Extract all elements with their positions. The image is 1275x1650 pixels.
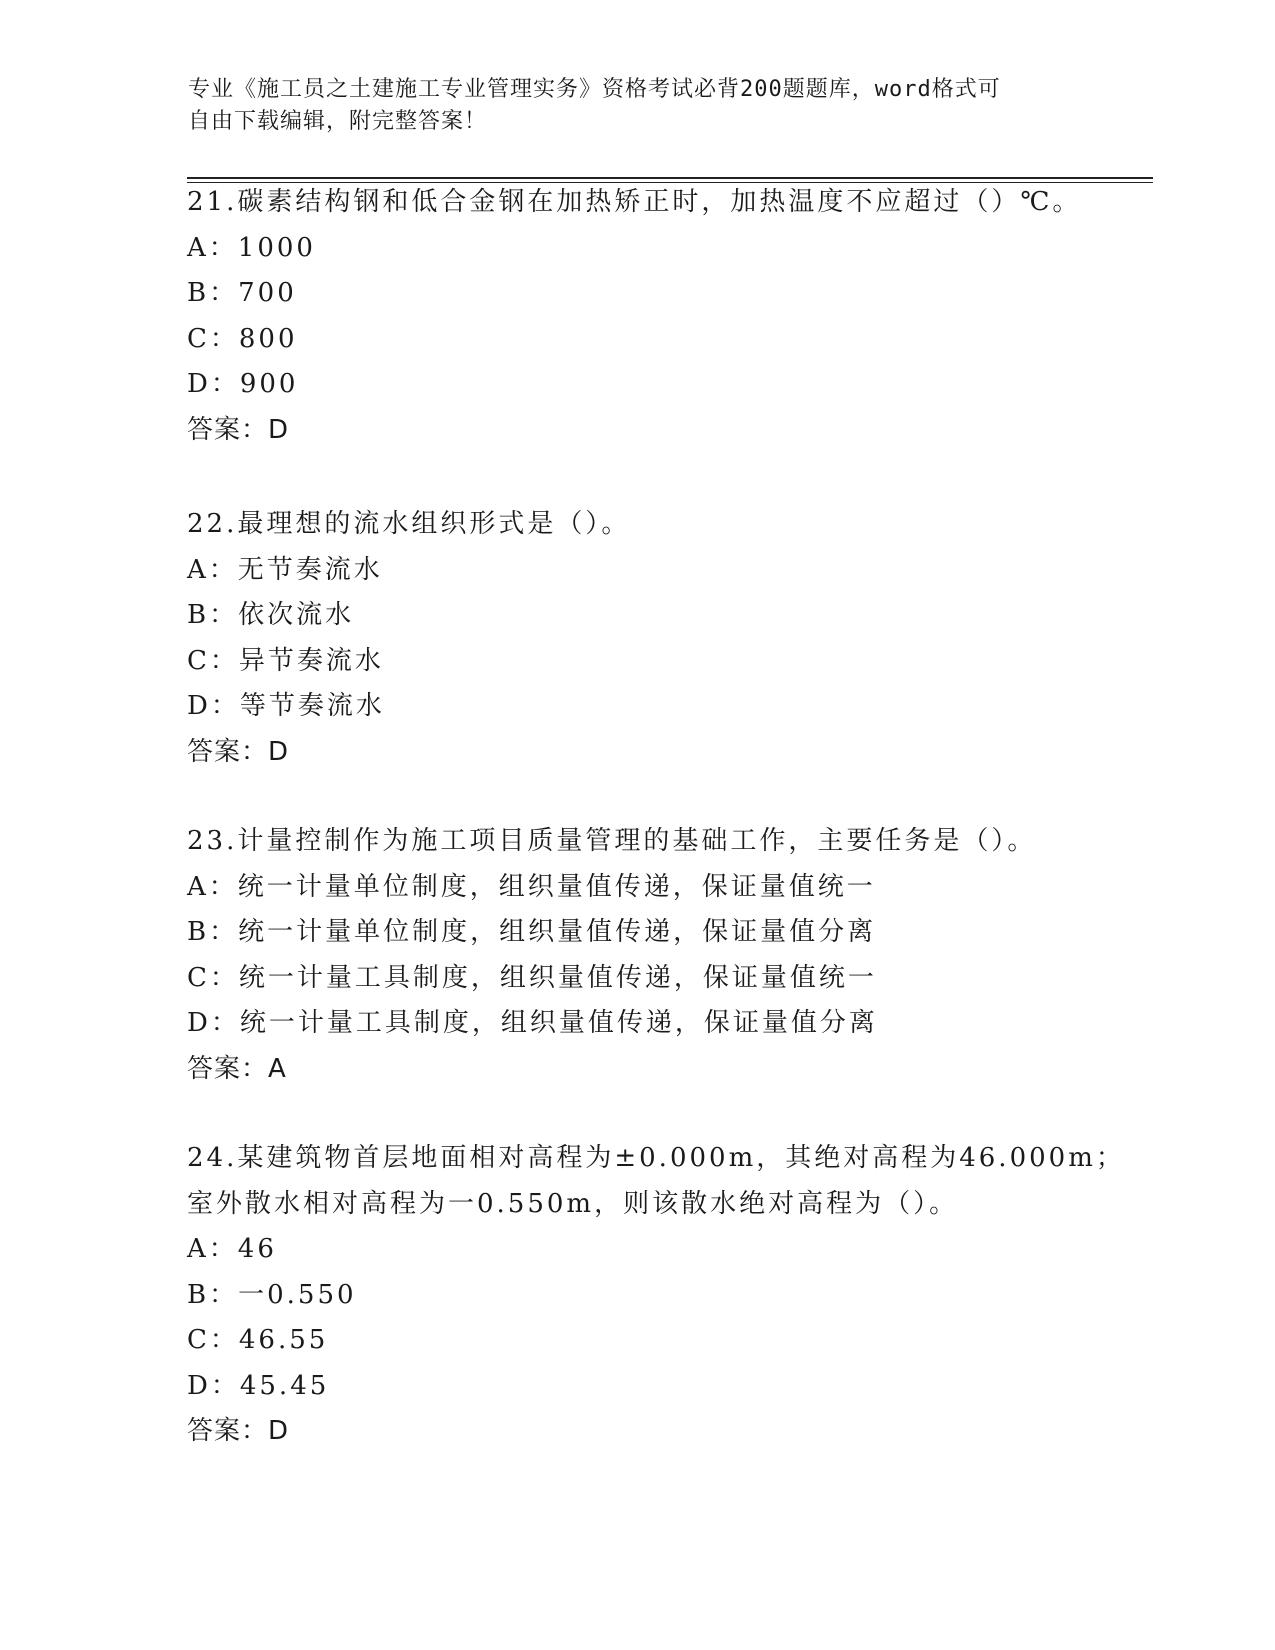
- option-c: C：46.55: [187, 1325, 329, 1355]
- question-stem: 23.计量控制作为施工项目质量管理的基础工作，主要任务是（）。: [187, 826, 1037, 856]
- option-b: B：700: [187, 278, 297, 308]
- option-a: A：无节奏流水: [187, 554, 383, 585]
- option-c: C：异节奏流水: [187, 645, 384, 676]
- answer-line: 答案：D: [187, 736, 290, 767]
- option-d: D：900: [187, 369, 299, 399]
- option-d: D：统一计量工具制度，组织量值传递，保证量值分离: [187, 1008, 878, 1038]
- option-a: A：1000: [187, 232, 316, 263]
- option-b: B：一0.550: [187, 1279, 357, 1310]
- question-stem: 21.碳素结构钢和低合金钢在加热矫正时，加热温度不应超过（）℃。: [187, 187, 1082, 217]
- option-b: B：依次流水: [187, 600, 355, 630]
- answer-line: 答案：D: [187, 1416, 290, 1446]
- question-stem-line-1: 24.某建筑物首层地面相对高程为±0.000m，其绝对高程为46.000m；: [187, 1143, 1125, 1173]
- option-a: A：统一计量单位制度，组织量值传递，保证量值统一: [187, 871, 876, 902]
- option-a: A：46: [187, 1234, 277, 1264]
- option-c: C：800: [187, 323, 298, 354]
- document-header: [188, 74, 1068, 138]
- question-stem-line-2: 室外散水相对高程为一0.550m，则该散水绝对高程为（）。: [187, 1188, 959, 1219]
- option-c: C：统一计量工具制度，组织量值传递，保证量值统一: [187, 962, 877, 993]
- option-d: D：45.45: [187, 1370, 330, 1401]
- question-stem: 22.最理想的流水组织形式是（）。: [187, 509, 631, 539]
- answer-line: 答案：A: [187, 1053, 287, 1084]
- header-title-line-1: 专业《施工员之土建施工专业管理实务》资格考试必背200题题库，word格式可: [188, 77, 1001, 102]
- answer-line: 答案：D: [187, 414, 290, 445]
- question-21: [187, 180, 1087, 453]
- question-22: [187, 502, 1087, 775]
- question-24: [187, 1136, 1125, 1455]
- header-title-line-2: 自由下载编辑，附完整答案！: [188, 109, 488, 134]
- question-23: [187, 819, 1087, 1092]
- option-d: D：等节奏流水: [187, 691, 385, 721]
- option-b: B：统一计量单位制度，组织量值传递，保证量值分离: [187, 917, 877, 947]
- header-divider: [187, 177, 1153, 179]
